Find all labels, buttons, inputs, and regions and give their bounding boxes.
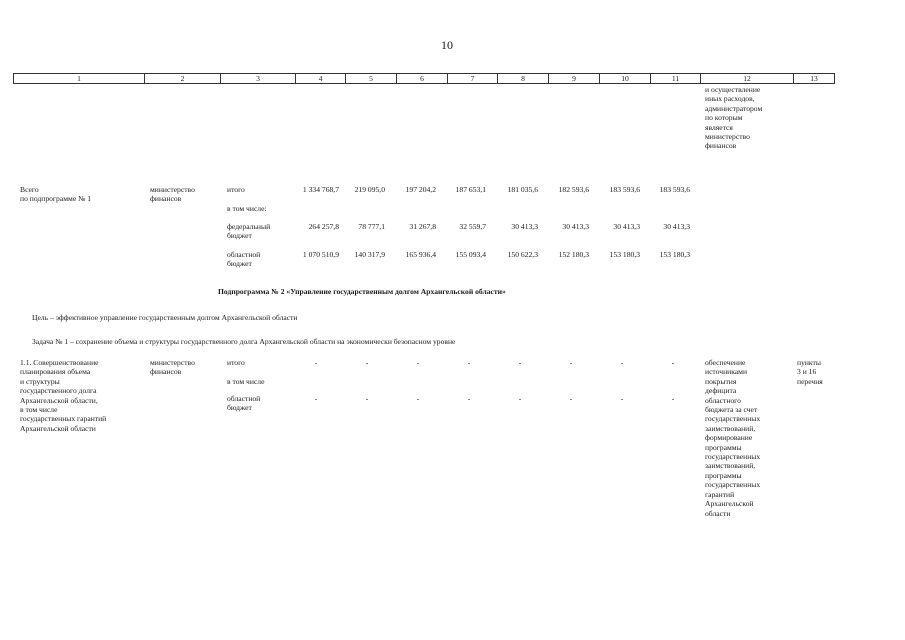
task-text: Задача № 1 – сохранение объема и структуры государственного долга Архангельской области на экономически безопасном уровне — [32, 337, 456, 346]
col-header-2: 2 — [145, 74, 221, 84]
total-itogo-value: 182 593,6 — [558, 185, 589, 194]
col-header-12: 12 — [701, 74, 794, 84]
measure-oblast-value: - — [365, 394, 369, 403]
measure-itogo-value: - — [518, 358, 522, 367]
measure-name: 1.1. Совершенствование планирования объема и структуры государственного долга Архангельской области, в том числе государственных гарантий Архангельской области — [20, 358, 107, 433]
col-header-13: 13 — [794, 74, 835, 84]
total-itogo-value: 183 593,6 — [659, 185, 690, 194]
measure-oblast-value: - — [416, 394, 420, 403]
carryover-col12: и осуществление иных расходов, администратором по которым является министерство финансов — [705, 85, 763, 151]
measure-itogo-value: - — [365, 358, 369, 367]
total-itogo-value: 183 593,6 — [609, 185, 640, 194]
total-federal-value: 32 559,7 — [459, 222, 486, 231]
col-header-3: 3 — [221, 74, 296, 84]
total-oblast-value: 155 093,4 — [455, 250, 486, 259]
total-federal-value: 31 267,8 — [409, 222, 436, 231]
total-row-including-label: в том числе: — [227, 204, 267, 213]
total-oblast-value: 153 180,3 — [659, 250, 690, 259]
col-header-7: 7 — [448, 74, 498, 84]
total-oblast-value: 150 622,3 — [507, 250, 538, 259]
total-itogo-value: 187 653,1 — [455, 185, 486, 194]
col-header-11: 11 — [651, 74, 701, 84]
total-label: Всего по подпрограмме № 1 — [20, 185, 92, 204]
total-oblast-value: 165 936,4 — [405, 250, 436, 259]
total-row-federal-label: федеральный бюджет — [227, 222, 271, 241]
total-oblast-value: 1 070 510,9 — [302, 250, 339, 259]
col-header-9: 9 — [549, 74, 600, 84]
measure-itogo-value: - — [671, 358, 675, 367]
measure-reference: пункты 3 и 16 перечня — [797, 358, 823, 386]
col-header-10: 10 — [600, 74, 651, 84]
col-header-4: 4 — [296, 74, 346, 84]
subprogram-heading: Подпрограмма № 2 «Управление государственным долгом Архангельской области» — [218, 287, 506, 296]
measure-itogo-value: - — [314, 358, 318, 367]
total-federal-value: 30 413,3 — [511, 222, 538, 231]
measure-result: обеспечение источниками покрытия дефицита областного бюджета за счет государственных заимствований, формирование программы государственных заимствований, программы государственных гарантий Архангельской области — [705, 358, 761, 518]
total-federal-value: 30 413,3 — [613, 222, 640, 231]
total-itogo-value: 219 095,0 — [354, 185, 385, 194]
measure-itogo-value: - — [569, 358, 573, 367]
total-federal-value: 264 257,8 — [308, 222, 339, 231]
measure-itogo-value: - — [620, 358, 624, 367]
total-oblast-value: 140 317,9 — [354, 250, 385, 259]
total-oblast-value: 153 180,3 — [609, 250, 640, 259]
column-header-row — [13, 73, 835, 84]
total-oblast-value: 152 180,3 — [558, 250, 589, 259]
col-header-5: 5 — [346, 74, 397, 84]
measure-oblast-value: - — [569, 394, 573, 403]
measure-row-oblast-label: областной бюджет — [227, 394, 261, 413]
measure-row-including-label: в том числе — [227, 377, 265, 386]
measure-oblast-value: - — [467, 394, 471, 403]
measure-oblast-value: - — [671, 394, 675, 403]
col-header-8: 8 — [498, 74, 549, 84]
measure-executor: министерство финансов — [150, 358, 195, 377]
measure-oblast-value: - — [620, 394, 624, 403]
total-itogo-value: 1 334 768,7 — [302, 185, 339, 194]
total-federal-value: 30 413,3 — [562, 222, 589, 231]
total-executor: министерство финансов — [150, 185, 195, 204]
col-header-1: 1 — [14, 74, 145, 84]
total-itogo-value: 197 204,2 — [405, 185, 436, 194]
col-header-6: 6 — [397, 74, 448, 84]
measure-itogo-value: - — [467, 358, 471, 367]
measure-oblast-value: - — [518, 394, 522, 403]
total-itogo-value: 181 035,6 — [507, 185, 538, 194]
total-federal-value: 78 777,1 — [358, 222, 385, 231]
measure-oblast-value: - — [314, 394, 318, 403]
page-number: 10 — [441, 38, 453, 52]
total-row-itogo-label: итого — [227, 185, 245, 194]
goal-text: Цель – эффективное управление государственным долгом Архангельской области — [32, 313, 298, 322]
total-federal-value: 30 413,3 — [663, 222, 690, 231]
total-row-oblast-label: областной бюджет — [227, 250, 261, 269]
measure-row-itogo-label: итого — [227, 358, 245, 367]
measure-itogo-value: - — [416, 358, 420, 367]
